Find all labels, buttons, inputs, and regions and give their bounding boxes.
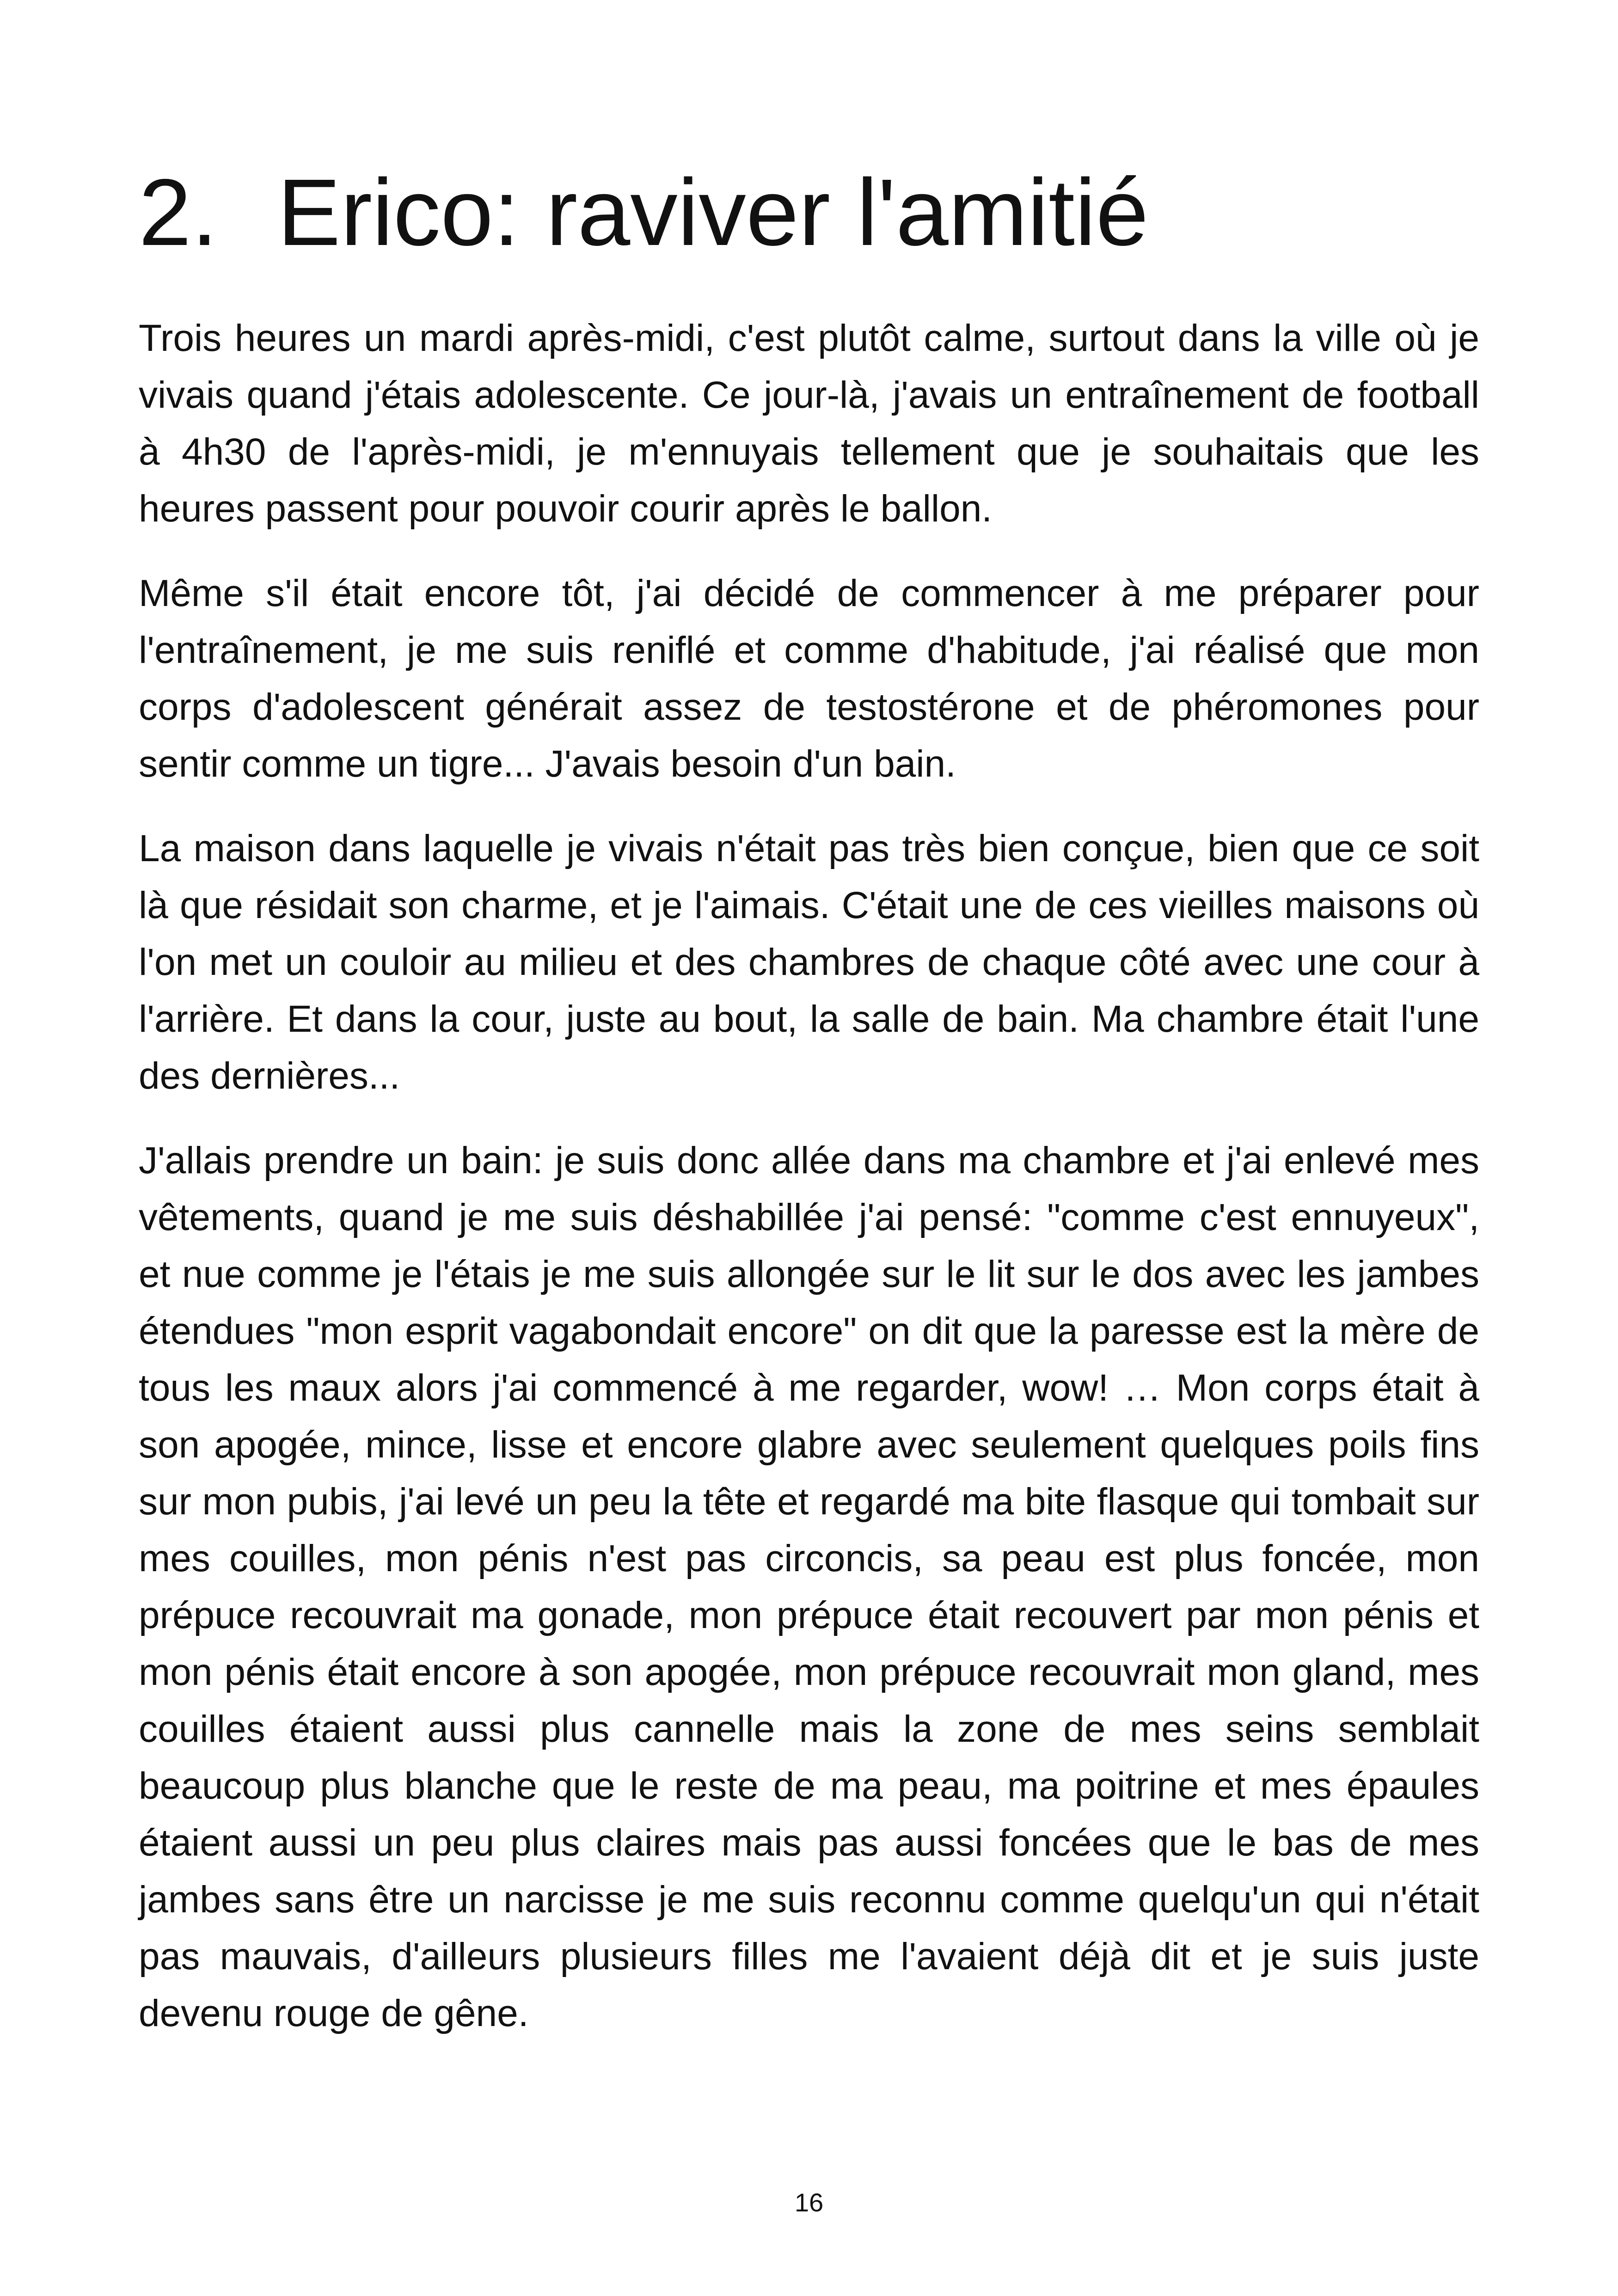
paragraph: Même s'il était encore tôt, j'ai décidé de commencer à me préparer pour l'entraînement, je me suis reniflé et comme d'habitude, j'ai réalisé que mon corps d'adolescent générait assez de testostérone et de phéromones pour sentir comme un tigre... J'avais besoin d'un bain. <box>139 572 1479 785</box>
chapter-body <box>139 310 1479 2069</box>
chapter-title: Erico: raviver l'amitié <box>277 159 1149 265</box>
paragraph: J'allais prendre un bain: je suis donc allée dans ma chambre et j'ai enlevé mes vêtements, quand je me suis déshabillée j'ai pensé: "comme c'est ennuyeux", et nue comme je l'étais je me suis allongée sur le lit sur le dos avec les jambes étendues "mon esprit vagabondait encore" on dit que la paresse est la mère de tous les maux alors j'ai commencé à me regarder, wow! … Mon corps était à son apogée, mince, lisse et encore glabre avec seulement quelques poils fins sur mon pubis, j'ai levé un peu la tête et regardé ma bite flasque qui tombait sur mes couilles, mon pénis n'est pas circoncis, sa peau est plus foncée, mon prépuce recouvrait ma gonade, mon prépuce était recouvert par mon pénis et mon pénis était encore à son apogée, mon prépuce recouvrait mon gland, mes couilles étaient aussi plus cannelle mais la zone de mes seins semblait beaucoup plus blanche que le reste de ma peau, ma poitrine et mes épaules étaient aussi un peu plus claires mais pas aussi foncées que le bas de mes jambes sans être un narcisse je me suis reconnu comme quelqu'un qui n'était pas mauvais, d'ailleurs plusieurs filles me l'avaient déjà dit et je suis juste devenu rouge de gêne. <box>139 1139 1479 2034</box>
chapter-heading <box>139 153 1479 273</box>
chapter-number: 2. <box>139 159 218 265</box>
page-number: 16 <box>794 2188 824 2217</box>
paragraph: La maison dans laquelle je vivais n'était pas très bien conçue, bien que ce soit là que résidait son charme, et je l'aimais. C'était une de ces vieilles maisons où l'on met un couloir au milieu et des chambres de chaque côté avec une cour à l'arrière. Et dans la cour, juste au bout, la salle de bain. Ma chambre était l'une des dernières... <box>139 827 1479 1097</box>
paragraph: Trois heures un mardi après-midi, c'est plutôt calme, surtout dans la ville où je vivais quand j'étais adolescente. Ce jour-là, j'avais un entraînement de football à 4h30 de l'après-midi, je m'ennuyais tellement que je souhaitais que les heures passent pour pouvoir courir après le ballon. <box>139 317 1479 530</box>
